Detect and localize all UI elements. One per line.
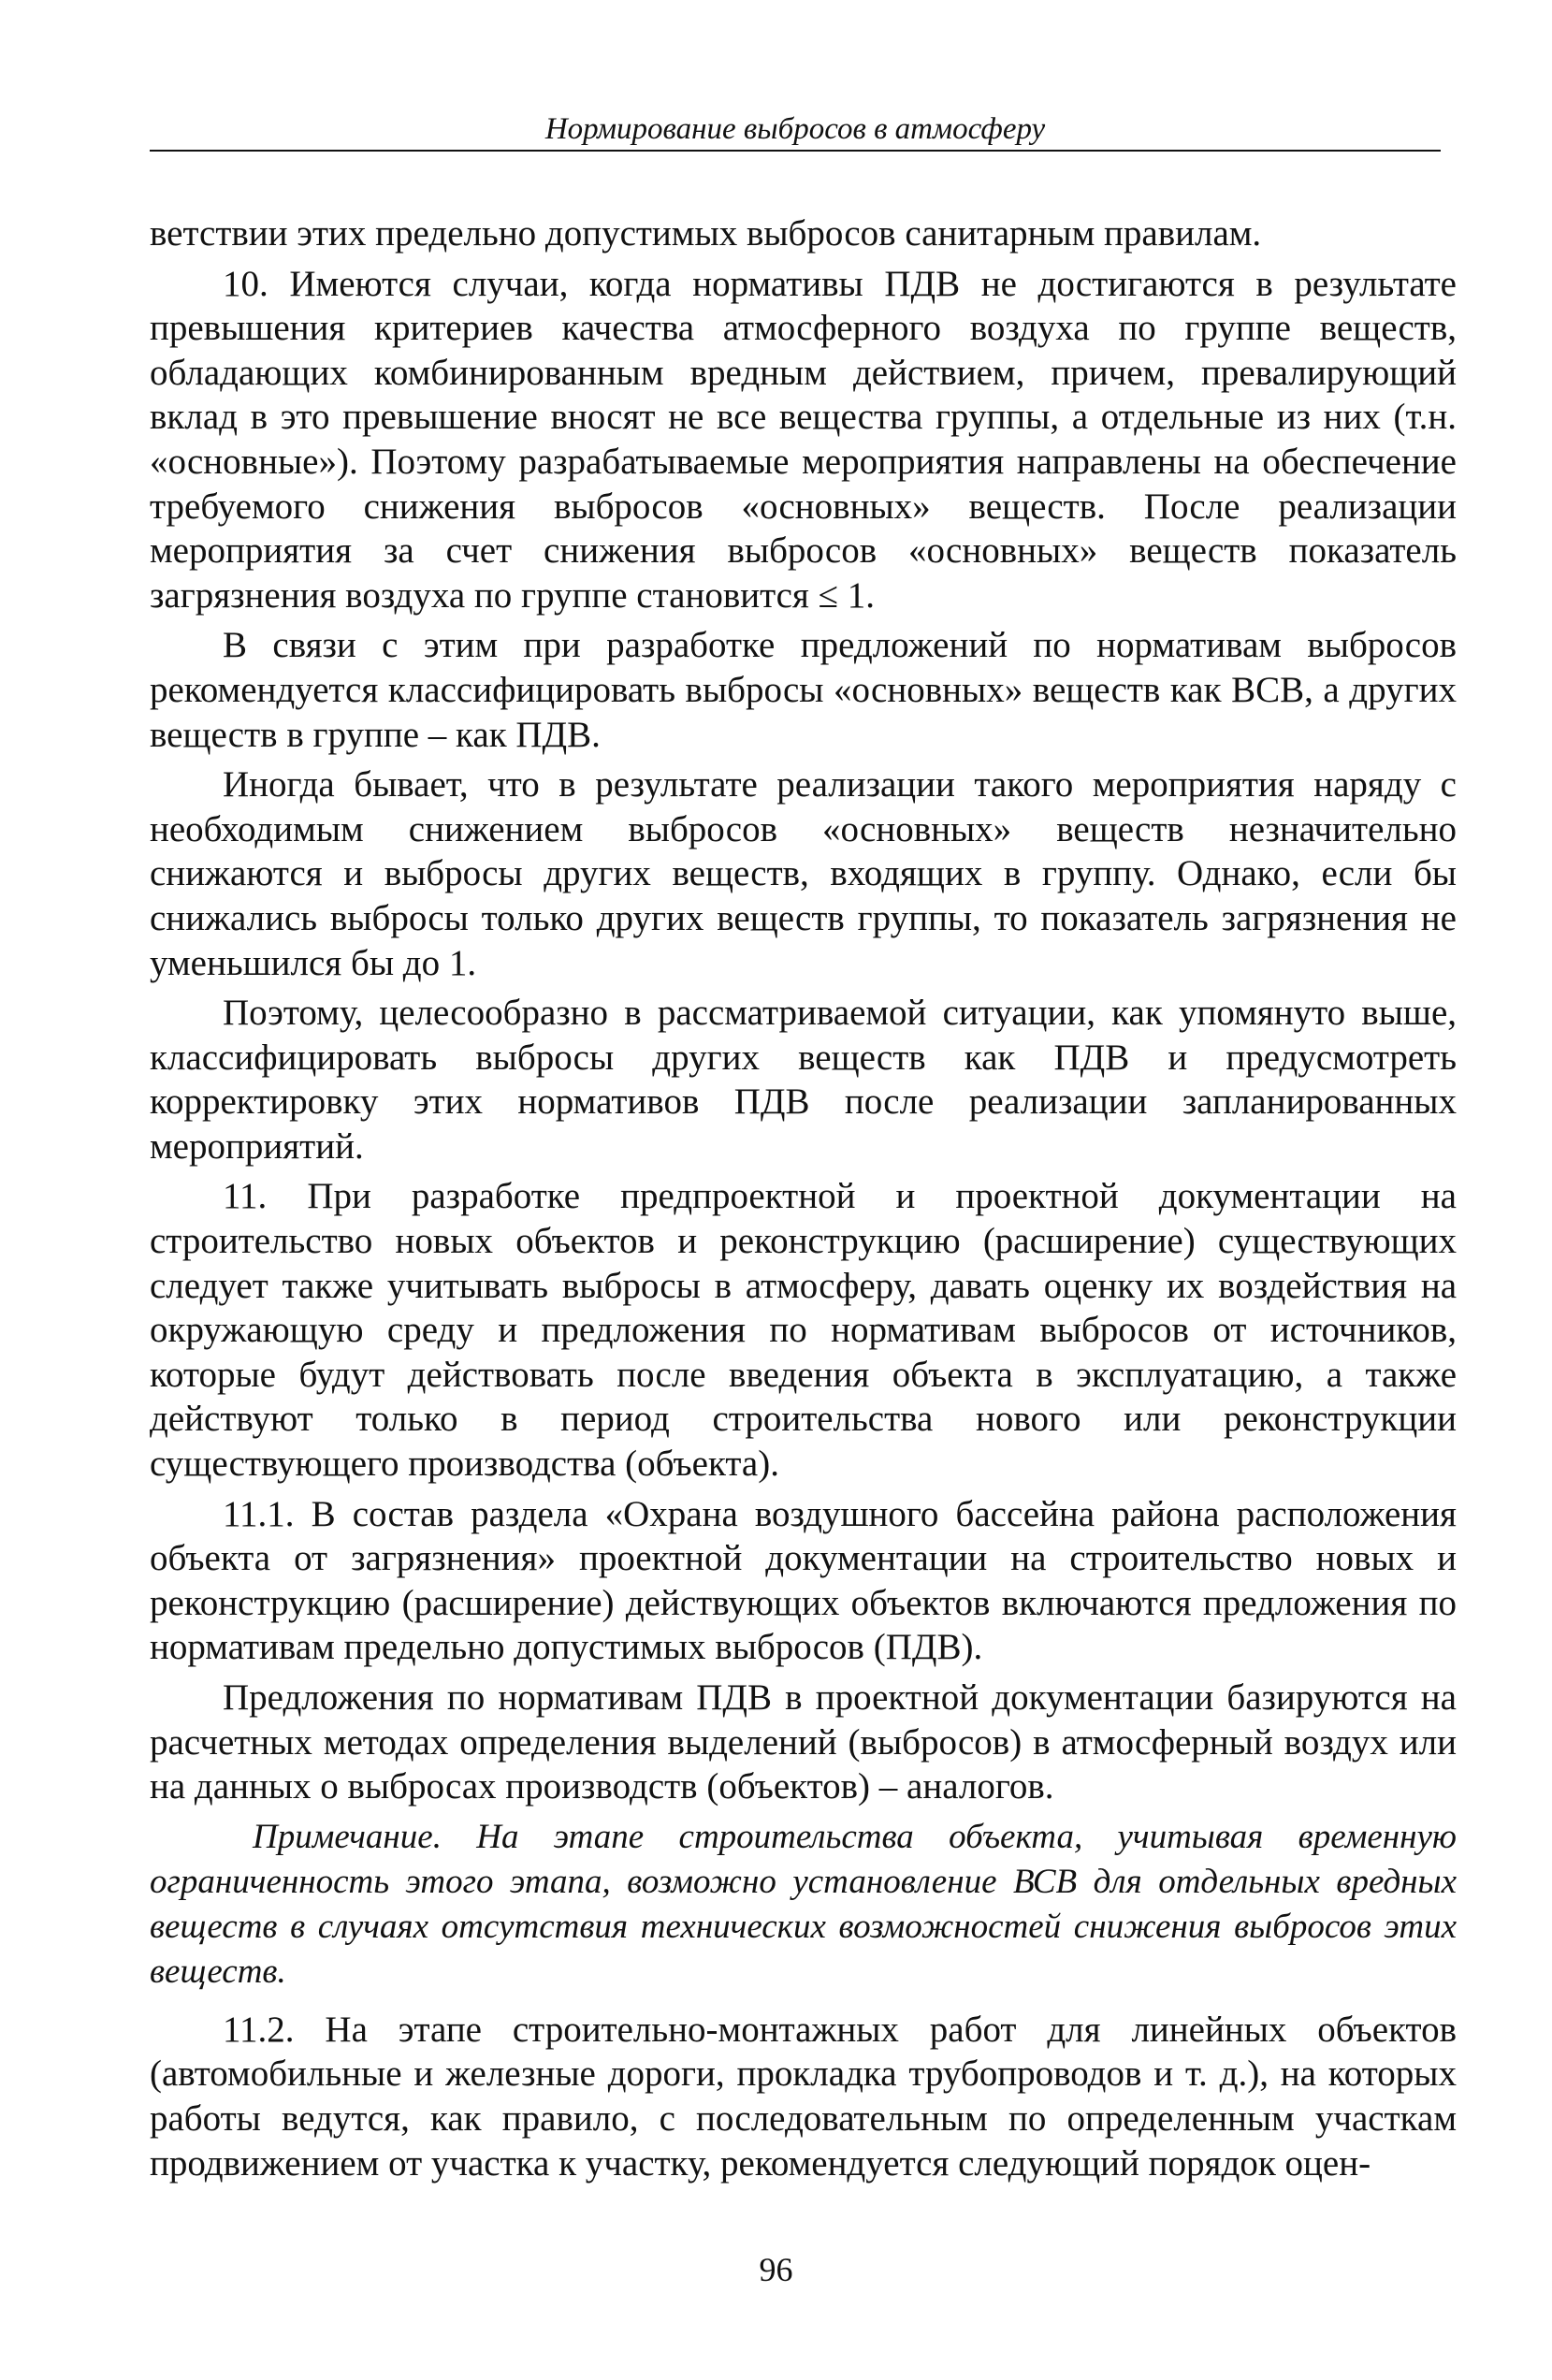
paragraph-calculation-methods: Предложения по нормативам ПДВ в проектной документации базируются на расчетных методах определения выделений (выбросов) в атмосферный воздух или на данных о выбросах производств (объектов) – аналогов. (150, 1677, 1457, 1807)
note-paragraph: Примечание. На этапе строительства объекта, учитывая временную ограниченность этого этапа, возможно установление ВСВ для отдельных вредных веществ в случаях отсутствия технических возможностей снижения выбросов этих веществ. (150, 1817, 1457, 1991)
paragraph-side-reduction: Иногда бывает, что в результате реализации такого мероприятия наряду с необходимым снижением выбросов «основных» веществ незначительно снижаются и выбросы других веществ, входящих в группу. Однако, если бы снижались выбросы только других веществ группы, то показатель загрязнения не уменьшился бы до 1. (150, 764, 1457, 983)
paragraph-vsv-classification: В связи с этим при разработке предложений по нормативам выбросов рекомендуется классифицировать выбросы «основных» веществ как ВСВ, а других веществ в группе – как ПДВ. (150, 625, 1457, 755)
paragraph-continuation: ветствии этих предельно допустимых выбросов санитарным правилам. (150, 213, 1262, 254)
paragraph-item-10: 10. Имеются случаи, когда нормативы ПДВ не достигаются в результате превышения критериев качества атмосферного воздуха по группе веществ, обладающих комбинированным вредным действием, причем, превалирующий вклад в это превышение вносят не все вещества группы, а отдельные из них (т.н. «основные»). Поэтому разрабатываемые мероприятия направлены на обеспечение требуемого снижения выбросов «основных» веществ. После реализации мероприятия за счет снижения выбросов «основных» веществ показатель загрязнения воздуха по группе становится ≤ 1. (150, 263, 1457, 616)
paragraph-item-11: 11. При разработке предпроектной и проектной документации на строительство новых объектов и реконструкцию (расширение) существующих следует также учитывать выбросы в атмосферу, давать оценку их воздействия на окружающую среду и предложения по нормативам выбросов от источников, которые будут действовать после введения объекта в эксплуатацию, а также действуют только в период строительства нового или реконструкции существующего производства (объекта). (150, 1176, 1457, 1485)
body-text (150, 211, 1457, 2191)
paragraph-item-11-2: 11.2. На этапе строительно-монтажных работ для линейных объектов (автомобильные и железные дороги, прокладка трубопроводов и т. д.), на которых работы ведутся, как правило, с последовательным по определенным участкам продвижением от участка к участку, рекомендуется следующий порядок оцен- (150, 2009, 1457, 2184)
running-header: Нормирование выбросов в атмосферу (544, 112, 1046, 146)
header-divider (150, 150, 1441, 152)
paragraph-item-11-1: 11.1. В состав раздела «Охрана воздушного бассейна района расположения объекта от загрязнения» проектной документации на строительство новых и реконструкцию (расширение) действующих объектов включаются предложения по нормативам предельно допустимых выбросов (ПДВ). (150, 1493, 1457, 1668)
paragraph-pdv-correction: Поэтому, целесообразно в рассматриваемой ситуации, как упомянуто выше, классифицировать выбросы других веществ как ПДВ и предусмотреть корректировку этих нормативов ПДВ после реализации запланированных мероприятий. (150, 993, 1457, 1167)
page-number: 96 (759, 2251, 793, 2288)
